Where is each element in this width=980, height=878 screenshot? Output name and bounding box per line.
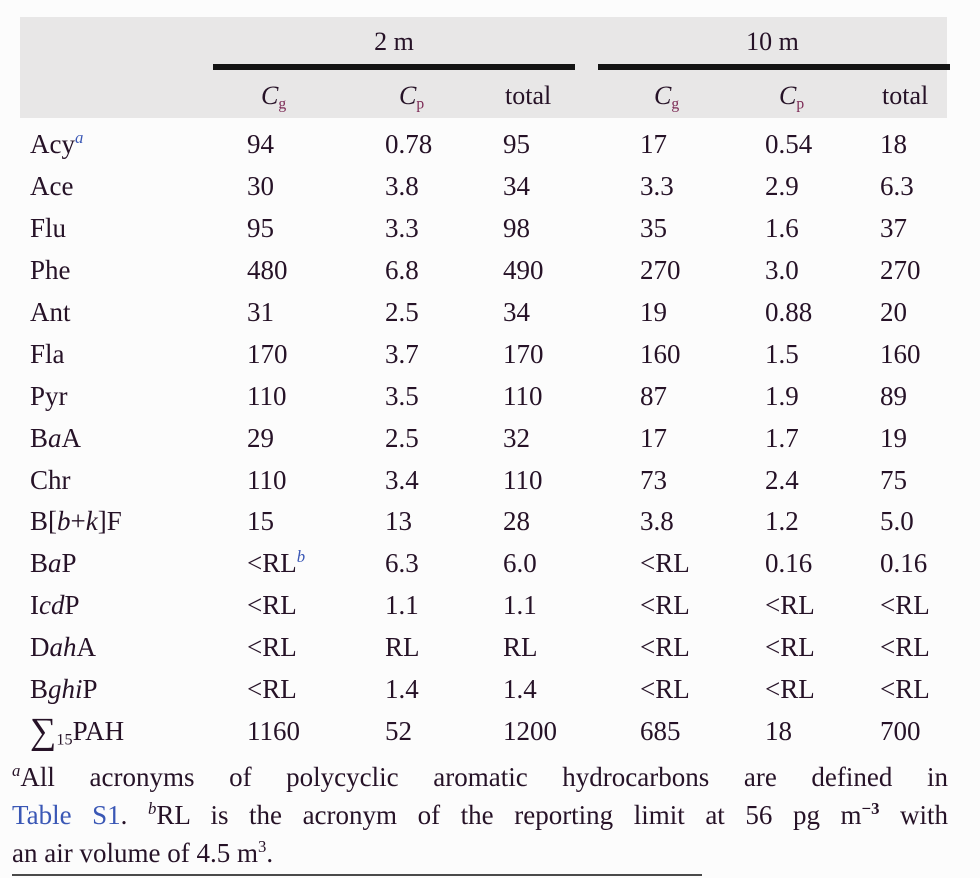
row-label: B[b+k]F [30,506,122,537]
row-label: $\sum_{15}PAH$ [30,710,125,752]
table-row [30,669,960,711]
table-row [30,166,960,208]
footnote-line: $^a$All acronyms of polycyclic aromatic hydrocarbons are defined in [12,761,948,792]
row-label: Flu [30,213,67,244]
table-row [30,124,960,166]
table-row [30,459,960,501]
row-label: BaP [30,548,77,579]
table-cell: 170 [503,338,544,369]
table-cell: 3.7 [385,338,419,369]
table-cell: 1.4 [503,674,537,705]
table-cell: 160 [880,338,921,369]
table-row [30,710,960,752]
table-cell: 6.8 [385,255,419,286]
table-cell: 89 [880,380,907,411]
table-cell: <RL [640,548,690,579]
column-header: $C_g$ [654,81,680,113]
table-cell: 3.0 [765,255,799,286]
table-cell: <RL [880,590,930,621]
table-cell: <RL [880,674,930,705]
table-cell: <RL [765,590,815,621]
group-rule-2m [213,64,575,70]
table-row [30,417,960,459]
group-header-10m: 10 m [746,27,799,56]
row-label: Ace [30,171,74,202]
table-cell: 19 [880,422,907,453]
table-cell: 1.9 [765,380,799,411]
bottom-rule [12,874,702,876]
row-label: Acy$^a$ [30,128,84,160]
table-cell: 28 [503,506,530,537]
table-cell: 0.16 [765,548,813,579]
column-header: total [505,81,552,110]
table-cell: 2.5 [385,422,419,453]
table-cell: 30 [247,171,274,202]
column-header: total [882,81,929,110]
table-cell: 34 [503,297,530,327]
table-cell: 94 [247,129,274,160]
table-cell: 110 [247,380,287,411]
table-cell: 1160 [247,715,300,746]
table-cell: 1200 [503,715,557,746]
subheader-row [30,75,960,117]
footnote [12,758,948,872]
table-cell: <RL [880,632,930,663]
group-rule-10m [598,64,950,70]
table-cell: 700 [880,715,921,746]
column-header: $C_p$ [399,81,425,113]
table-cell: 1.4 [385,674,419,705]
table-cell: 95 [503,129,530,160]
table-cell: 480 [247,255,288,286]
table-cell: <RL [640,632,690,663]
row-label: DahA [30,632,96,663]
table-cell: 31 [247,297,274,327]
table-cell: 0.88 [765,297,813,327]
table-cell: 29 [247,422,274,453]
table-row [30,208,960,250]
table-cell: 5.0 [880,506,914,537]
table-cell: 490 [503,255,544,286]
table-cell: 1.5 [765,338,799,369]
table-cell: 1.2 [765,506,799,537]
row-label: Fla [30,338,65,369]
table-cell: 17 [640,422,667,453]
table-cell: 19 [640,297,667,327]
table-cell: 18 [880,129,907,160]
row-label: Chr [30,464,71,495]
table-cell: <RL [247,674,297,705]
table-cell: 15 [247,506,274,537]
table-row [30,543,960,585]
table-cell: 2.4 [765,464,799,495]
table-cell: 34 [503,171,530,202]
footnote-line: an air volume of 4.5 $m^3$. [12,837,274,868]
table-cell: 3.8 [640,506,674,537]
table-cell: 95 [247,213,274,244]
table-cell: <RL [765,674,815,705]
table-cell: 110 [503,464,543,495]
table-cell: 20 [880,297,907,327]
table-cell: 6.3 [880,171,914,202]
footnote-line: Table S1. $^b$RL is the acronym of the reporting limit at 56 pg $m^{-3}$ with [12,799,949,830]
table-cell: 0.78 [385,129,433,160]
table-cell: RL [385,632,420,663]
table-cell: 32 [503,422,530,453]
table-cell: 6.0 [503,548,537,579]
table-cell: 6.3 [385,548,419,579]
table-cell: 13 [385,506,412,537]
table-cell: 98 [503,213,530,244]
row-label: Pyr [30,380,68,411]
table-cell: 170 [247,338,288,369]
row-label: BghiP [30,674,98,705]
table-cell: <RL [247,632,297,663]
table-cell: 0.16 [880,548,928,579]
table-cell: 110 [247,464,287,495]
table-cell: 685 [640,715,681,746]
table-row [30,375,960,417]
table-cell: <RL [765,632,815,663]
table-row [30,501,960,543]
table-cell: <RL [247,590,297,621]
table-cell: 3.8 [385,171,419,202]
table-cell: 37 [880,213,907,244]
table-cell: 270 [880,255,921,286]
table-cell: 35 [640,213,667,244]
column-header: $C_g$ [261,81,287,113]
link[interactable]: b [296,547,306,567]
table-cell: $<RL^b$ [247,547,306,579]
row-label: Phe [30,255,71,286]
table-cell: 73 [640,464,667,495]
table-row [30,627,960,669]
link[interactable]: Table S1 [12,800,121,830]
table-cell: <RL [640,674,690,705]
row-label: BaA [30,422,82,453]
link[interactable]: a [74,128,84,148]
table-cell: 1.1 [503,590,537,621]
table-cell: 17 [640,129,667,160]
column-header: $C_p$ [779,81,805,113]
table-row [30,333,960,375]
table-cell: 3.3 [640,171,674,202]
row-label: IcdP [30,590,80,621]
table-cell: 3.3 [385,213,419,244]
table-cell: 75 [880,464,907,495]
table-cell: 87 [640,380,667,411]
table-cell: 2.5 [385,297,419,327]
table-row [30,585,960,627]
table-cell: 3.5 [385,380,419,411]
table-cell: <RL [640,590,690,621]
table-cell: 160 [640,338,681,369]
table-cell: 18 [765,715,792,746]
table-row [30,250,960,292]
group-header-2m: 2 m [374,27,414,56]
table-cell: 1.6 [765,213,799,244]
table-cell: 1.7 [765,422,799,453]
table-body [30,124,960,752]
table-cell: 0.54 [765,129,813,160]
table-cell: 270 [640,255,681,286]
table-cell: 110 [503,380,543,411]
table-row [30,292,960,334]
table-cell: RL [503,632,538,663]
table-cell: 2.9 [765,171,799,202]
table-cell: 52 [385,715,412,746]
table-cell: 3.4 [385,464,419,495]
row-label: Ant [30,297,71,327]
table-cell: 1.1 [385,590,419,621]
